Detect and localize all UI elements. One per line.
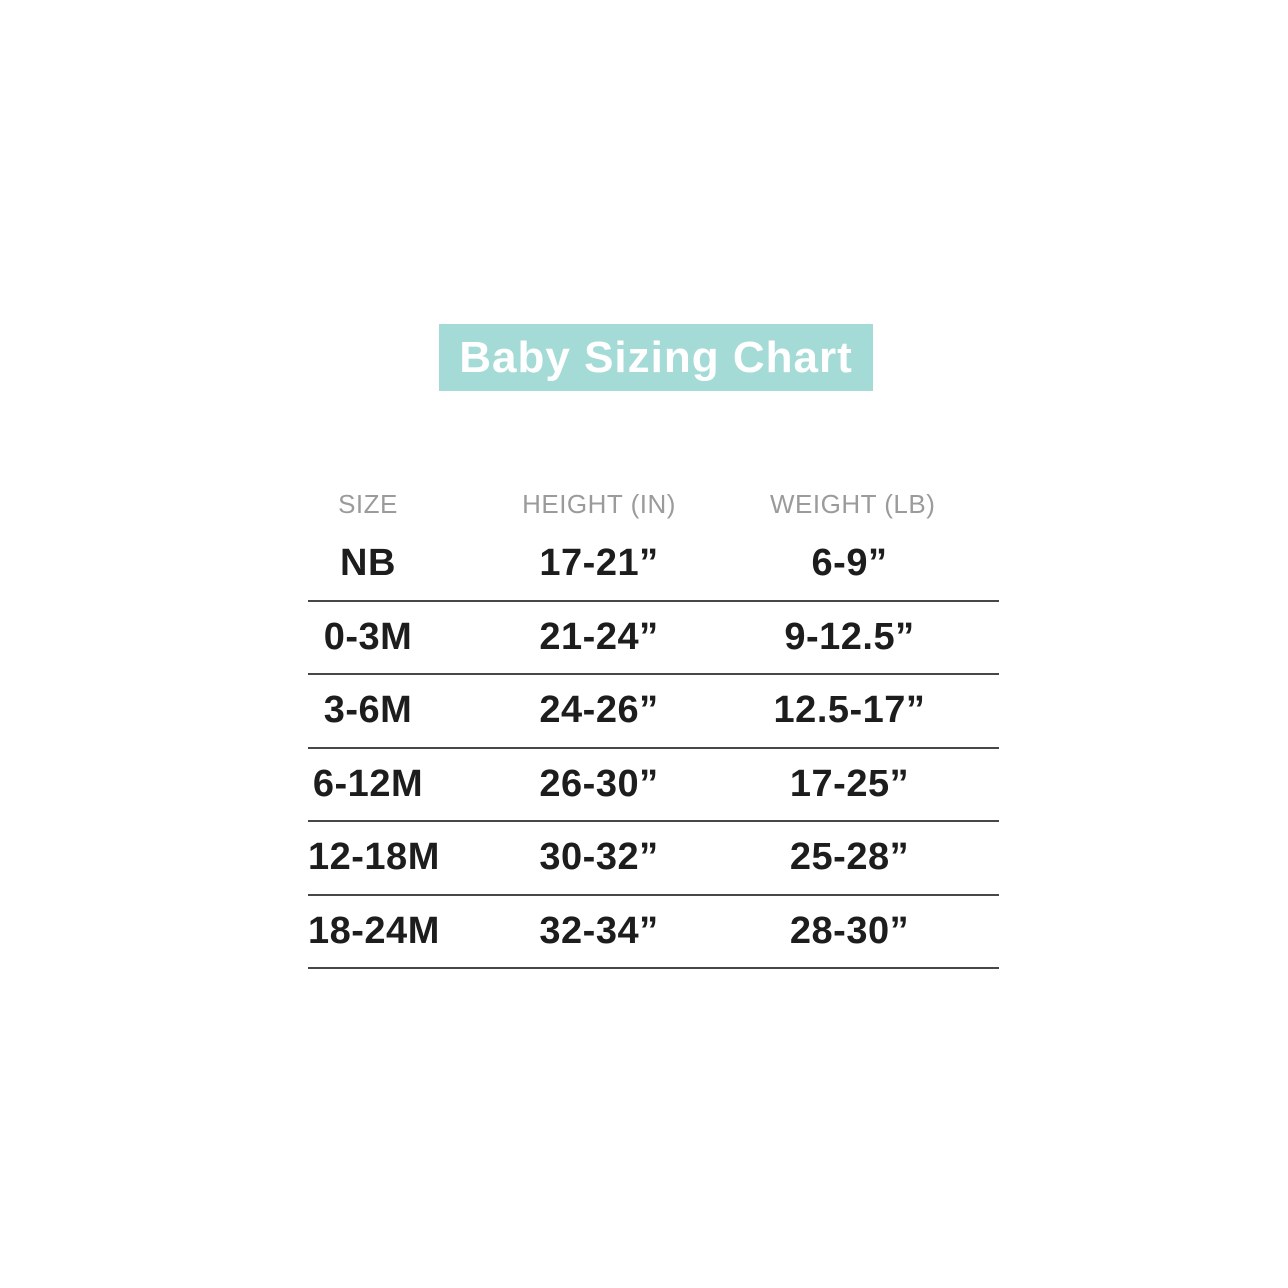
height-cell: 17-21” — [539, 542, 659, 585]
table-header-row — [308, 480, 999, 528]
size-cell: 3-6M — [323, 689, 413, 732]
table-row — [308, 749, 999, 823]
table-row — [308, 822, 999, 896]
size-cell: NB — [340, 542, 396, 585]
height-cell: 24-26” — [539, 689, 659, 732]
column-header-height: HEIGHT (IN) — [522, 488, 676, 519]
size-cell: 0-3M — [323, 615, 413, 658]
page-title: Baby Sizing Chart — [459, 332, 853, 382]
height-cell: 26-30” — [539, 762, 659, 805]
baby-sizing-table — [308, 480, 999, 969]
height-cell: 21-24” — [539, 615, 659, 658]
table-row — [308, 528, 999, 602]
size-cell: 6-12M — [312, 762, 424, 805]
table-row — [308, 602, 999, 676]
table-row — [308, 675, 999, 749]
height-cell: 30-32” — [539, 836, 659, 879]
weight-cell: 12.5-17” — [773, 689, 926, 732]
weight-cell: 28-30” — [789, 909, 910, 952]
column-header-size: SIZE — [338, 488, 398, 519]
weight-cell: 25-28” — [789, 836, 910, 879]
weight-cell: 9-12.5” — [784, 615, 915, 658]
column-header-weight: WEIGHT (LB) — [770, 488, 936, 519]
height-cell: 32-34” — [539, 909, 659, 952]
weight-cell: 6-9” — [811, 542, 888, 585]
size-cell: 18-24M — [308, 909, 440, 952]
table-row — [308, 896, 999, 970]
weight-cell: 17-25” — [789, 762, 910, 805]
chart-title-banner — [439, 324, 873, 391]
size-cell: 12-18M — [308, 836, 440, 879]
